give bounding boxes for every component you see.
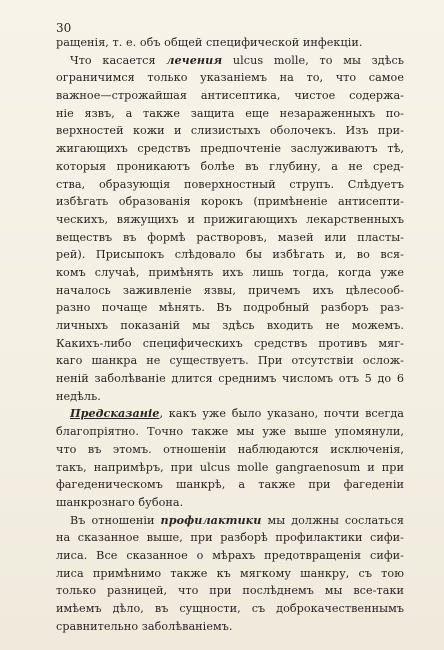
text-fragment: шанкрознаго бубона. bbox=[56, 495, 184, 509]
text-line bbox=[56, 459, 404, 477]
text-line bbox=[56, 600, 404, 618]
text-line bbox=[56, 211, 404, 229]
emphasized-term: Предсказаніе bbox=[70, 406, 160, 421]
text-fragment: на сказанное выше, при разборѣ профилактики сифи- bbox=[56, 531, 404, 545]
text-line bbox=[56, 176, 404, 194]
text-fragment: ulcus molle, то мы здѣсь bbox=[222, 53, 404, 67]
text-line bbox=[56, 193, 404, 211]
text-fragment: ческихъ, вяжущихъ и прижигающихъ лекарственныхъ bbox=[56, 212, 404, 226]
text-fragment: ограничимся только указаніемъ на то, что самое bbox=[56, 71, 404, 85]
text-line bbox=[56, 105, 404, 123]
text-fragment: жигающихъ средствъ предпочтеніе заслуживаютъ тѣ, bbox=[56, 142, 404, 156]
text-line bbox=[56, 547, 404, 565]
text-fragment: верхностей кожи и слизистыхъ оболочекъ. Изъ при- bbox=[56, 124, 404, 138]
text-fragment: началось заживленіе язвы, причемъ ихъ цѣлесооб- bbox=[56, 283, 404, 297]
text-fragment: Въ отношеніи bbox=[70, 513, 161, 527]
text-fragment: что въ этомъ. отношеніи наблюдаются исключенія, bbox=[56, 442, 404, 456]
text-line bbox=[56, 122, 404, 140]
text-line bbox=[56, 299, 404, 317]
text-fragment: имѣемъ дѣло, въ сущности, съ доброкачественнымъ bbox=[56, 602, 404, 615]
emphasized-term: лечения bbox=[166, 52, 223, 67]
text-line bbox=[56, 529, 404, 547]
text-line bbox=[56, 69, 404, 87]
text-line bbox=[56, 476, 404, 494]
text-line bbox=[56, 282, 404, 300]
text-line bbox=[56, 618, 404, 636]
text-line bbox=[56, 582, 404, 600]
text-fragment: личныхъ показаній мы здѣсь входить не можемъ. bbox=[56, 319, 404, 332]
text-line bbox=[56, 441, 404, 459]
text-line bbox=[56, 52, 404, 70]
text-line bbox=[56, 335, 404, 353]
text-fragment: ніе язвъ, а также защита еще незараженныхъ по- bbox=[56, 106, 404, 120]
text-fragment: веществъ въ формѣ растворовъ, мазей или пласты- bbox=[56, 230, 404, 244]
text-line bbox=[56, 423, 404, 441]
text-line bbox=[56, 352, 404, 370]
text-fragment: недѣль. bbox=[56, 389, 101, 403]
emphasized-term: профилактики bbox=[160, 512, 262, 527]
text-fragment: , какъ уже было указано, почти всегда bbox=[159, 407, 404, 421]
page-number: 30 bbox=[56, 21, 72, 35]
text-fragment: лиса примѣнимо также къ мягкому шанкру, съ тою bbox=[56, 566, 404, 580]
text-line bbox=[56, 565, 404, 583]
text-fragment: лиса. Все сказанное о мѣрахъ предотвращенія сифи- bbox=[56, 548, 404, 562]
text-line bbox=[56, 388, 404, 406]
text-fragment: Что касается bbox=[70, 53, 167, 67]
text-line bbox=[56, 370, 404, 388]
text-fragment: неній заболѣваніе длится среднимъ числомъ отъ 5 до 6 bbox=[56, 372, 404, 386]
text-fragment: комъ случаѣ, примѣнять ихъ лишь тогда, когда уже bbox=[56, 265, 404, 279]
text-fragment: Какихъ-либо специфическихъ средствъ противъ мяг- bbox=[56, 336, 404, 350]
page-body bbox=[56, 34, 404, 635]
text-fragment: рей). Присыпокъ слѣдовало бы избѣгать и, во вся- bbox=[56, 248, 404, 262]
text-fragment: которыя проникаютъ болѣе въ глубину, а не сред- bbox=[56, 159, 404, 173]
text-line bbox=[56, 264, 404, 282]
text-fragment: ства, образующія поверхностный струпъ. Слѣдуетъ bbox=[56, 177, 404, 191]
text-fragment: разно почаще мѣнять. Въ подробный разборъ раз- bbox=[56, 301, 404, 315]
text-line bbox=[56, 317, 404, 335]
text-line bbox=[56, 229, 404, 247]
text-line bbox=[56, 34, 404, 52]
text-line bbox=[56, 246, 404, 264]
text-fragment: благопріятно. Точно также мы уже выше упомянули, bbox=[56, 425, 404, 439]
text-fragment: каго шанкра не существуетъ. При отсутствіи ослож- bbox=[56, 354, 404, 368]
text-line bbox=[56, 158, 404, 176]
text-line bbox=[56, 87, 404, 105]
text-fragment: избѣгать образованія корокъ (примѣненіе антисепти- bbox=[56, 195, 404, 209]
text-line bbox=[56, 405, 404, 423]
text-fragment: такъ, напримѣръ, при ulcus molle gangraenosum и при bbox=[56, 460, 404, 474]
text-fragment: фагеденическомъ шанкрѣ, а также при фагеденіи bbox=[56, 478, 404, 492]
text-fragment: мы должны сослаться bbox=[261, 513, 404, 527]
text-fragment: важное—строжайшая антисептика, чистое содержа- bbox=[56, 89, 404, 103]
text-line bbox=[56, 512, 404, 530]
text-line bbox=[56, 140, 404, 158]
text-fragment: только разницей, что при послѣднемъ мы все-таки bbox=[56, 584, 404, 598]
text-fragment: ращенія, т. е. объ общей специфической инфекціи. bbox=[56, 36, 363, 49]
text-fragment: сравнительно заболѣваніемъ. bbox=[56, 619, 233, 633]
text-line bbox=[56, 494, 404, 512]
